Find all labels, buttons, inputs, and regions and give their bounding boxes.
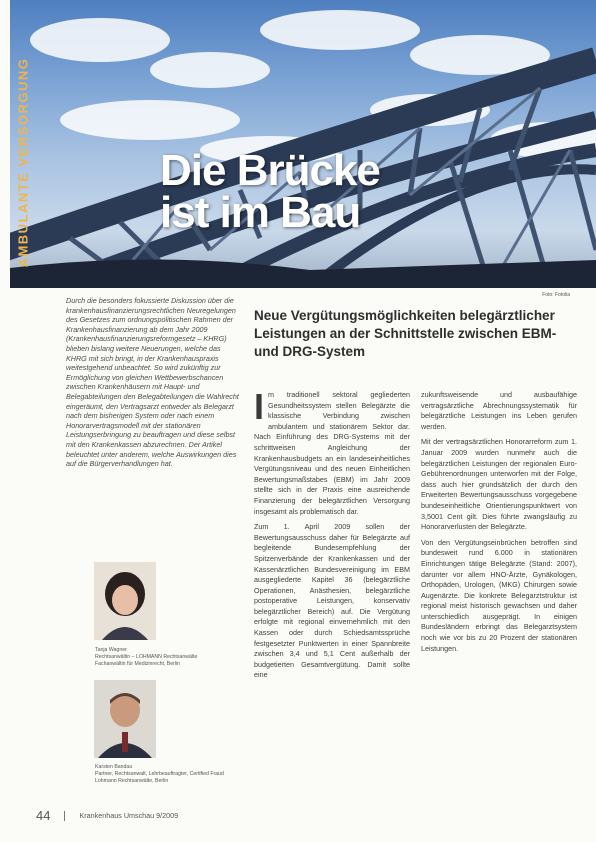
- body-paragraph: Zum 1. April 2009 sollen der Bewertungsausschuss daher für Belegärzte auf begleitende Bundesempfehlung der Spitzenverbände der Krankenkassen und der Kassenärztlichen Bundesvereinigung im EBM ausgegliederte Kapitel 36 (belegärztliche Operationen, Anästhesien, belegärztliche postoperative Leistungen, konservativ belegärztlicher Bereich) auf. Die Vergütung erfolgte mit regional einvernehmlich mit den Kassen oder durch Schiedsamtssprüche festgesetzter Punktwerten in einer Spannbreite zwischen 3,4 und 5,1 Cent außerhalb der budgetierten Gesamtvergütung. Damit sollte eine: [254, 522, 410, 680]
- author-name-2: Karsten Bandau: [95, 764, 133, 770]
- page-footer: [36, 808, 178, 823]
- author-extra-2: Lohmann Rechtsanwälte, Berlin: [95, 778, 169, 784]
- body-paragraph: Im traditionell sektoral gegliederten Gesundheitssystem stellen Belegärzte die klassische Verbindung zwischen ambulantem und stationärem Sektor dar. Nach Einführung des DRG-Systems mit der schrittweisen Angleichung der Krankenhausbudgets an ein landeseinheitliches Vergütungsniveau und des neuen Einheitlichen Bewertungsmaßstabes (EBM) im Jahr 2009 stellte sich in der Praxis eine ausreichende Finanzierung der belegärztlichen Versorgung insgesamt als problematisch dar.: [254, 386, 410, 516]
- section-label-text: AMBULANTE VERSORGUNG: [15, 57, 31, 268]
- body-paragraph: zukunftsweisende und ausbaufähige vertragsärztliche Abrechnungssystematik für belegärztliche Leistungen ins Leben gerufen werden.: [421, 390, 577, 431]
- author-role-2: Partner, Rechtsanwalt, Lehrbeauftragter, Certified Fraud: [95, 771, 224, 777]
- page-number: 44: [36, 808, 51, 823]
- author-photo-2: [94, 680, 156, 758]
- author-name-1: Tanja Wagner: [95, 647, 127, 653]
- author-portrait-2: [94, 680, 156, 758]
- publication-name: Krankenhaus Umschau 9/2009: [79, 811, 179, 820]
- intro-text: Durch die besonders fokussierte Diskussion über die krankenhausfinanzierungsrechtlichen Neuregelungen des Gesetzes zum ordnungspolitischen Rahmen der Krankenhausfinanzierung ab dem Jahr 2009 (Krankenhausfinanzierungsreformgesetz – KHRG) blieben bislang weitere Neuerungen, welche das KHRG mit sich bringt, in der Krankenhauspraxis weitestgehend unbeachtet. So wird zukünftig zur Ermöglichung von gleichen Wettbewerbschancen zwischen Krankenhäusern mit Haupt- und Belegabteilungen den Belegabteilungen die Wahlrecht eingeräumt, den Vertragsarzt entweder als Belegarzt nach dem bisherigen System oder nach einem Honorarvertragsmodell mit der stationären Leistungserbringung zu beauftragen und diese selbst mit den Krankenkassen abzurechnen. Der Artikel beleuchtet unter anderem, welche Auswirkungen dies auf die Bürgerverhandlungen hat.: [66, 296, 239, 469]
- drop-cap: I: [254, 386, 265, 427]
- body-paragraph: Von den Vergütungseinbrüchen betroffen sind bundesweit rund 6.000 in stationären Einrichtungen tätige Belegärzte (Stand: 2007), darunter vor allem HNO-Ärzte, Gynäkologen, Orthopäden, Urologen, (MKG) Chirurgen sowie Augenärzte. Die konkrete Belegarztstruktur ist regional meist historisch gewachsen und daher unterschiedlich ausgeprägt. In einigen Bundesländern erbringt das Belegarztsystem noch wie vor bis zu 20 Prozent der stationären Leistungen.: [421, 537, 577, 653]
- hero-image: [10, 0, 596, 288]
- bridge-illustration: [10, 0, 596, 288]
- headline-line-2: ist im Bau: [160, 188, 361, 237]
- author-role-1: Rechtsanwältin – LOHMANN Rechtsanwälte: [95, 654, 198, 660]
- author-caption-2: [95, 764, 245, 785]
- headline-line-1: Die Brücke: [160, 146, 380, 195]
- photo-credit: Foto: Fotolia: [542, 292, 570, 298]
- headline: [160, 146, 380, 237]
- author-extra-1: Fachanwältin für Medizinrecht, Berlin: [95, 661, 181, 667]
- body-column-2: [421, 390, 577, 659]
- body-column-1: [254, 386, 410, 686]
- author-portrait-1: [94, 562, 156, 640]
- author-caption-1: [95, 647, 245, 668]
- section-label: [12, 40, 34, 285]
- author-photo-1: [94, 562, 156, 640]
- footer-divider: [64, 811, 65, 821]
- body-paragraph: Mit der vertragsärztlichen Honorarreform zum 1. Januar 2009 wurden nunmehr auch die belegärztlichen Leistungen der regionalen Euro-Gebührenordnungen unterworfen mit der Folge, dass auch hier grundsätzlich der durch den Erweiterten Bewertungsausschuss vorgegebene bundeseinheitliche Orientierungspunktwert von 3,5001 Cent gilt. Dies führte zwangsläufig zu Honorarverlusten der Belegärzte.: [421, 437, 577, 532]
- article-title: Neue Vergütungsmöglichkeiten belegärztlicher Leistungen an der Schnittstelle zwischen EBM- und DRG-System: [254, 308, 557, 359]
